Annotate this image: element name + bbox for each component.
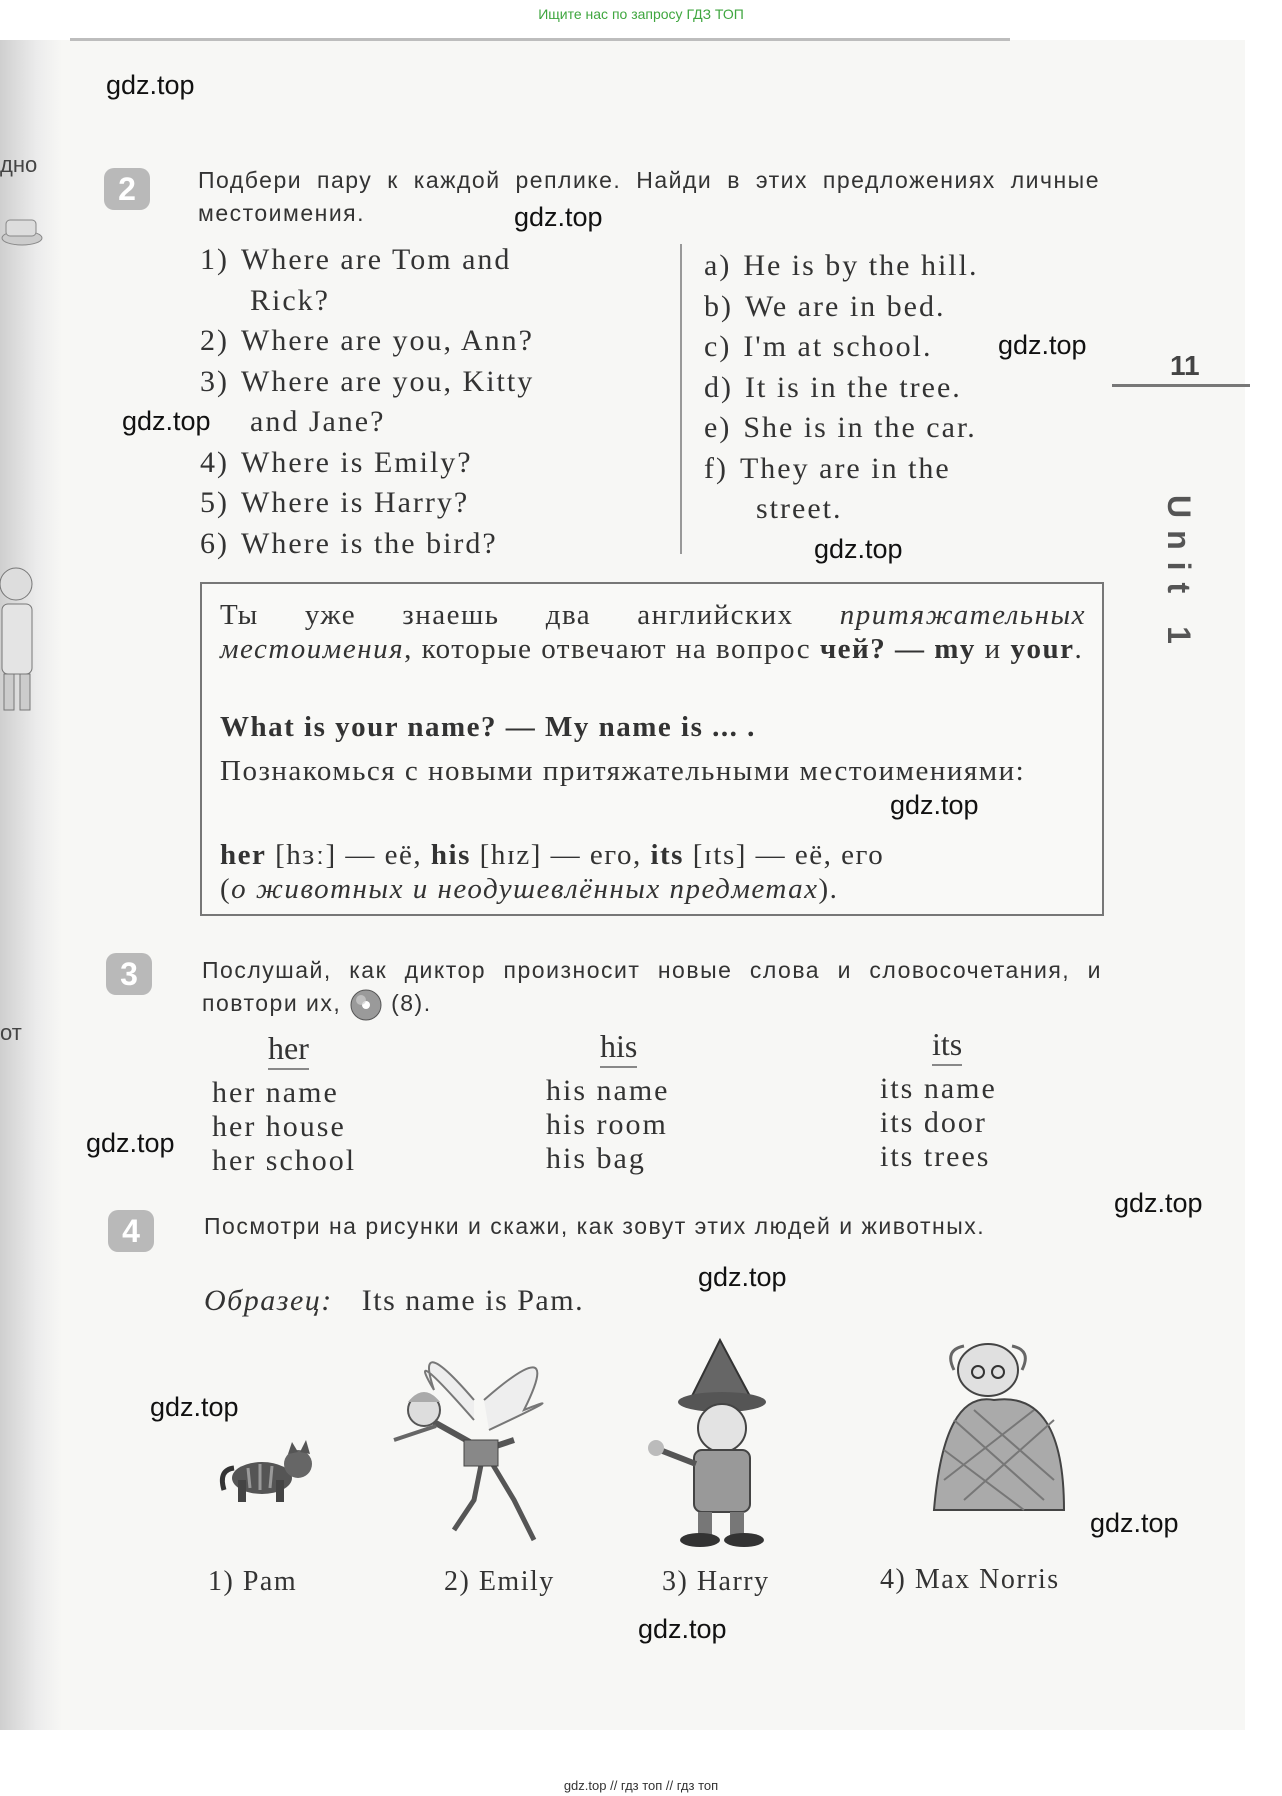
watermark: gdz.top bbox=[998, 330, 1087, 360]
caption-harry: 3) Harry bbox=[662, 1566, 770, 1597]
rule-term-italic: притяжательных местоимения bbox=[220, 599, 1086, 665]
rule-pronouns: her [hɜː] — её, his [hɪz] — его, its [ɪts] — её, его bbox=[220, 839, 885, 871]
audio-cd-icon[interactable] bbox=[349, 988, 383, 1022]
footer-links[interactable]: gdz.top // гдз топ // гдз топ bbox=[563, 1778, 719, 1793]
word-column-his bbox=[546, 1028, 746, 1176]
exercise-3-instruction: Послушай, как диктор произносит новые слова и словосочетания, и повтори их, (8). bbox=[202, 954, 1102, 1022]
page-top-line bbox=[70, 38, 1010, 41]
answer-a: a) He is by the hill. bbox=[704, 249, 979, 282]
word-her-house: her house bbox=[212, 1110, 346, 1143]
column-head-his: his bbox=[600, 1028, 637, 1068]
caption-emily: 2) Emily bbox=[444, 1566, 555, 1597]
caption-pam: 1) Pam bbox=[208, 1566, 298, 1597]
exercise-2-badge: 2 bbox=[104, 168, 150, 210]
question-1-continued: Rick? bbox=[250, 283, 330, 317]
watermark: gdz.top bbox=[890, 790, 979, 820]
watermark: gdz.top bbox=[86, 1128, 175, 1158]
left-page-cup-illustration bbox=[0, 210, 44, 250]
sample-label: Образец: bbox=[204, 1284, 333, 1317]
answer-e: e) She is in the car. bbox=[704, 411, 977, 444]
word-her-name: her name bbox=[212, 1076, 339, 1109]
exercise-3-badge: 3 bbox=[106, 953, 152, 995]
sample-text: Its name is Pam. bbox=[361, 1284, 585, 1317]
exercise-2-answers bbox=[704, 246, 978, 530]
watermark: gdz.top bbox=[814, 534, 903, 564]
column-divider bbox=[680, 244, 682, 554]
gnome-harry-illustration bbox=[640, 1330, 800, 1550]
unit-tab: Unit 1 bbox=[1161, 495, 1197, 656]
watermark: gdz.top bbox=[106, 70, 195, 100]
question-6: 6) Where is the bird? bbox=[200, 526, 498, 560]
question-4: 4) Where is Emily? bbox=[200, 445, 473, 479]
audio-track-number: (8). bbox=[391, 990, 432, 1016]
question-5: 5) Where is Harry? bbox=[200, 486, 470, 519]
column-head-her: her bbox=[268, 1030, 309, 1070]
answer-f: f) They are in the bbox=[704, 451, 951, 485]
word-column-her bbox=[212, 1030, 412, 1178]
question-2: 2) Where are you, Ann? bbox=[200, 324, 534, 357]
exercise-4-badge: 4 bbox=[108, 1210, 154, 1252]
left-page-child-illustration bbox=[0, 560, 40, 720]
answer-b: b) We are in bed. bbox=[704, 289, 946, 323]
answer-d: d) It is in the tree. bbox=[704, 370, 962, 404]
word-her-school: her school bbox=[212, 1144, 357, 1177]
exercise-2-instruction: Подбери пару к каждой реплике. Найди в этих предложениях личные местоимения. bbox=[198, 167, 1100, 226]
word-his-room: his room bbox=[546, 1108, 668, 1141]
fairy-emily-illustration bbox=[364, 1330, 584, 1560]
rule-paragraph-2: Познакомься с новыми притяжательными местоимениями: bbox=[220, 755, 1026, 787]
rule-question-bold: чей? — my bbox=[819, 633, 976, 665]
word-its-trees: its trees bbox=[880, 1140, 991, 1173]
grammar-rule-box bbox=[200, 582, 1104, 916]
sample-line bbox=[204, 1284, 584, 1318]
exercise-2-questions bbox=[200, 240, 534, 564]
answer-f-continued: street. bbox=[756, 492, 843, 525]
answer-c: c) I'm at school. bbox=[704, 330, 933, 363]
question-3: 3) Where are you, Kitty bbox=[200, 364, 535, 398]
question-3-continued: and Jane? bbox=[250, 405, 386, 438]
question-1: 1) Where are Tom and bbox=[200, 243, 512, 276]
rule-note: (о животных и неодушевлённых предметах). bbox=[220, 873, 839, 905]
watermark: gdz.top bbox=[122, 406, 211, 436]
word-its-door: its door bbox=[880, 1106, 987, 1139]
watermark: gdz.top bbox=[1114, 1188, 1203, 1218]
watermark: gdz.top bbox=[514, 202, 603, 232]
cat-pam-illustration bbox=[214, 1430, 324, 1510]
watermark: gdz.top bbox=[638, 1614, 727, 1644]
word-column-its bbox=[880, 1026, 1080, 1174]
left-page-fragment-top: дно bbox=[0, 152, 38, 177]
caption-max-norris: 4) Max Norris bbox=[880, 1564, 1060, 1595]
page-binding-shadow bbox=[0, 40, 62, 1730]
old-man-max-norris-illustration bbox=[914, 1330, 1084, 1530]
left-page-fragment-bottom: от bbox=[0, 1020, 22, 1045]
word-its-name: its name bbox=[880, 1072, 997, 1105]
rule-paragraph-1: Ты уже знаешь два английских притяжательных местоимения, которые отвечают на вопрос чей? — my и your. bbox=[220, 599, 1086, 665]
word-his-bag: his bag bbox=[546, 1142, 646, 1175]
rule-your-bold: your bbox=[1010, 633, 1075, 665]
watermark: gdz.top bbox=[1090, 1508, 1179, 1538]
page-number: 11 bbox=[1170, 350, 1200, 381]
exercise-4-instruction: Посмотри на рисунки и скажи, как зовут этих людей и животных. bbox=[204, 1213, 986, 1239]
top-banner[interactable]: Ищите нас по запросу ГДЗ ТОП bbox=[538, 6, 744, 22]
word-his-name: his name bbox=[546, 1074, 670, 1107]
watermark: gdz.top bbox=[698, 1262, 787, 1292]
rule-example: What is your name? — My name is ... . bbox=[220, 711, 756, 743]
page-number-rule bbox=[1112, 384, 1250, 387]
column-head-its: its bbox=[932, 1026, 962, 1066]
watermark: gdz.top bbox=[150, 1392, 239, 1422]
